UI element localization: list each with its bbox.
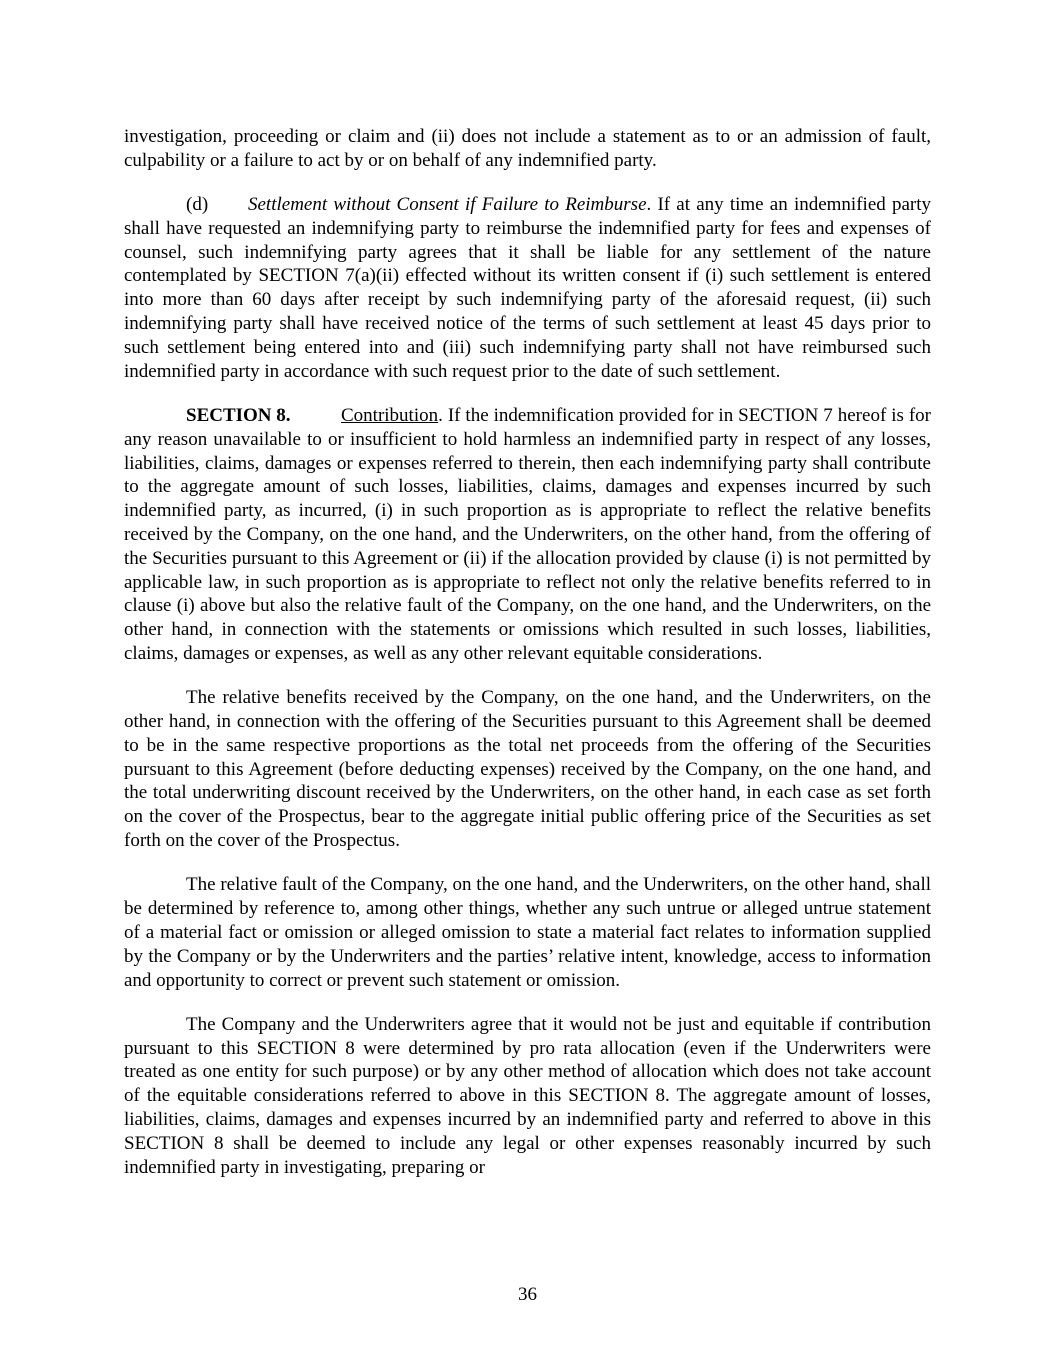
document-body bbox=[124, 125, 931, 1200]
subsection-d-title: Settlement without Consent if Failure to Reimburse bbox=[248, 194, 647, 216]
section-8-paragraph bbox=[124, 404, 931, 666]
pro-rata-paragraph: The Company and the Underwriters agree that it would not be just and equitable if contribution pursuant to this SECTION 8 were determined by pro rata allocation (even if the Underwriters were treated as one entity for such purpose) or by any other method of allocation which does not take account of the equitable considerations referred to above in this SECTION 8. The aggregate amount of losses, liabilities, claims, damages and expenses incurred by an indemnified party and referred to above in this SECTION 8 shall be deemed to include any legal or other expenses reasonably incurred by such indemnified party in investigating, preparing or bbox=[124, 1013, 931, 1178]
section-8-title: Contribution bbox=[341, 404, 439, 426]
subsection-d-paragraph bbox=[124, 193, 931, 383]
relative-fault-paragraph: The relative fault of the Company, on the one hand, and the Underwriters, on the other hand, shall be determined by reference to, among other things, whether any such untrue or alleged untrue statement of a material fact or omission or alleged omission to state a material fact relates to information supplied by the Company or by the Underwriters and the parties’ relative intent, knowledge, access to information and opportunity to correct or prevent such statement or omission. bbox=[124, 874, 931, 991]
relative-benefits-paragraph: The relative benefits received by the Company, on the one hand, and the Underwriters, on the other hand, in connection with the offering of the Securities pursuant to this Agreement shall be deemed to be in the same respective proportions as the total net proceeds from the offering of the Securities pursuant to this Agreement (before deducting expenses) received by the Company, on the one hand, and the total underwriting discount received by the Underwriters, on the other hand, in each case as set forth on the cover of the Prospectus, bear to the aggregate initial public offering price of the Securities as set forth on the cover of the Prospectus. bbox=[124, 687, 931, 852]
subsection-d-label: (d) bbox=[186, 194, 209, 216]
section-8-label: SECTION 8. bbox=[186, 404, 291, 426]
continued-paragraph: investigation, proceeding or claim and (ii) does not include a statement as to or an admission of fault, culpability or a failure to act by or on behalf of any indemnified party. bbox=[124, 126, 931, 171]
page-number: 36 bbox=[518, 1284, 537, 1305]
section-8-body: . If the indemnification provided for in SECTION 7 hereof is for any reason unavailable to or insufficient to hold harmless an indemnified party in respect of any losses, liabilities, claims, damages or expenses referred to therein, then each indemnifying party shall contribute to the aggregate amount of such losses, liabilities, claims, damages and expenses incurred by such indemnified party, as incurred, (i) in such proportion as is appropriate to reflect the relative benefits received by the Company, on the one hand, and the Underwriters, on the other hand, from the offering of the Securities pursuant to this Agreement or (ii) if the allocation provided by clause (i) is not permitted by applicable law, in such proportion as is appropriate to reflect not only the relative benefits referred to in clause (i) above but also the relative fault of the Company, on the one hand, and the Underwriters, on the other hand, in connection with the statements or omissions which resulted in such losses, liabilities, claims, damages or expenses, as well as any other relevant equitable considerations. bbox=[124, 404, 931, 664]
subsection-d-body: . If at any time an indemnified party shall have requested an indemnifying party to reimburse the indemnified party for fees and expenses of counsel, such indemnifying party agrees that it shall be liable for any settlement of the nature contemplated by SECTION 7(a)(ii) effected without its written consent if (i) such settlement is entered into more than 60 days after receipt by such indemnifying party of the aforesaid request, (ii) such indemnifying party shall have received notice of the terms of such settlement at least 45 days prior to such settlement being entered into and (iii) such indemnifying party shall not have reimbursed such indemnified party in accordance with such request prior to the date of such settlement. bbox=[124, 194, 931, 382]
